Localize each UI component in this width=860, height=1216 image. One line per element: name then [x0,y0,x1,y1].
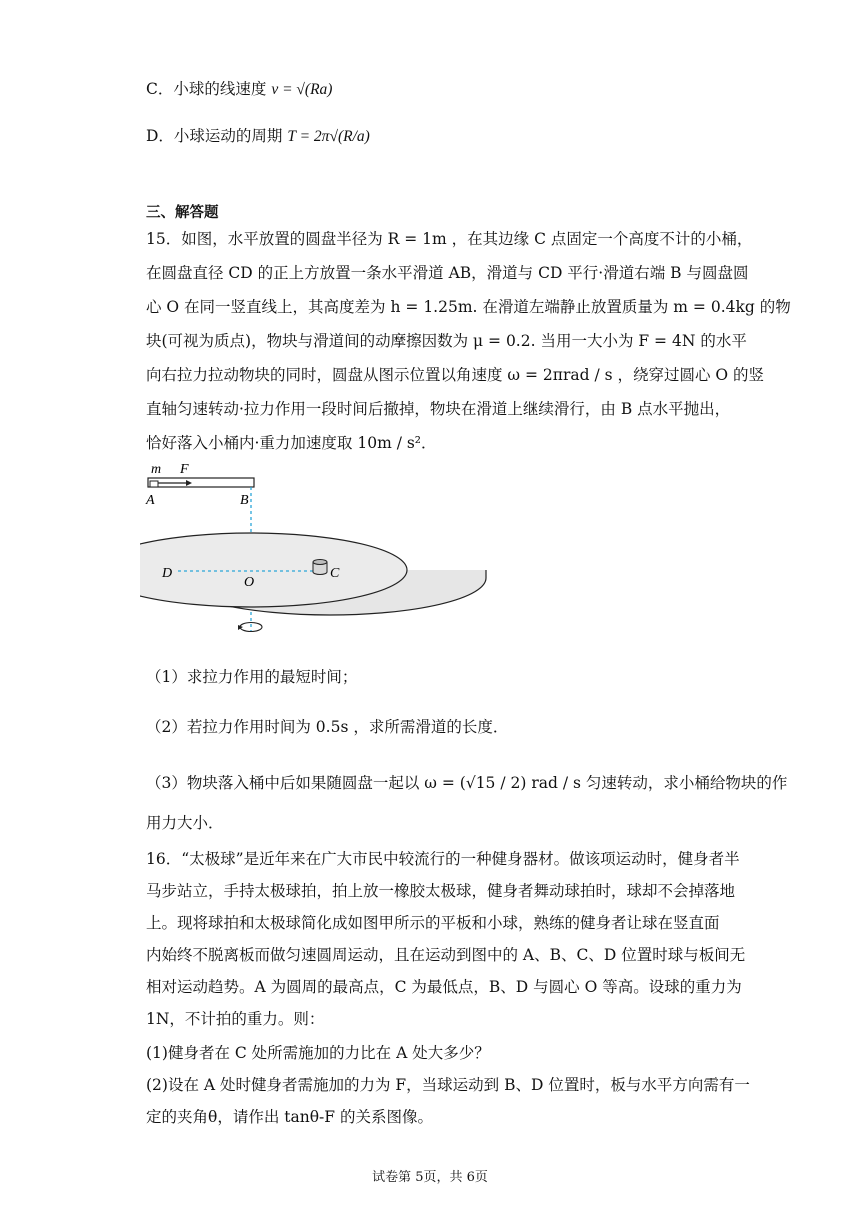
option-d-text: D．小球运动的周期 [146,127,283,145]
q16-line: 内始终不脱离板而做匀速圆周运动，且在运动到图中的 A、B、C、D 位置时球与板间无 [146,946,746,964]
q15-line: 恰好落入小桶内·重力加速度取 10m / s²． [146,434,437,452]
q15-line: 块(可视为质点)，物块与滑道间的动摩擦因数为 μ = 0.2. 当用一大小为 F = 4N 的水平 [146,332,747,350]
q15-line: 15．如图，水平放置的圆盘半径为 R = 1m ，在其边缘 C 点固定一个高度不计的小桶， [146,230,753,248]
label-D: D [162,566,173,581]
q15-sub3-line2: 用力大小． [146,814,224,832]
q16-line: 16．“太极球”是近年来在广大市民中较流行的一种健身器材。做该项运动时，健身者半 [146,850,740,868]
label-B: B [240,493,249,508]
q15-line: 向右拉力拉动物块的同时，圆盘从图示位置以角速度 ω = 2πrad / s ，绕穿过圆心 O 的竖 [146,366,765,384]
q15-sub3-line1: （3）物块落入桶中后如果随圆盘一起以 ω = (√15 / 2) rad / s 匀速转动，求小桶给物块的作 [146,774,788,792]
q15-line: 心 O 在同一竖直线上，其高度差为 h = 1.25m. 在滑道左端静止放置质量为 m = 0.4kg 的物 [146,298,791,316]
q16-sub2-line2: 定的夹角θ，请作出 tanθ-F 的关系图像。 [146,1108,433,1126]
q16-line: 马步站立，手持太极球拍，拍上放一橡胶太极球，健身者舞动球拍时，球却不会掉落地 [146,882,736,900]
q15-figure [140,460,500,640]
option-d [146,125,370,148]
q15-sub2: （2）若拉力作用时间为 0.5s ，求所需滑道的长度． [146,718,509,736]
q15-line: 直轴匀速转动·拉力作用一段时间后撤掉，物块在滑道上继续滑行，由 B 点水平抛出， [146,400,731,418]
block [150,481,158,487]
label-C: C [330,566,340,581]
option-c [146,78,332,101]
label-A: A [146,493,155,508]
option-d-formula: T = 2π√(R/a) [287,128,370,145]
option-c-formula: v = √(Ra) [271,81,333,98]
q16-sub2-line1: (2)设在 A 处时健身者需施加的力为 F，当球运动到 B、D 位置时，板与水平方向需有一 [146,1076,750,1094]
q15-sub1: （1）求拉力作用的最短时间； [146,668,358,686]
q16-line: 上。现将球拍和太极球简化成如图甲所示的平板和小球，熟练的健身者让球在竖直面 [146,914,720,932]
q16-line: 相对运动趋势。A 为圆周的最高点，C 为最低点，B、D 与圆心 O 等高。设球的重力为 [146,978,742,996]
bucket-top [313,560,327,565]
section-title: 三、解答题 [146,205,219,221]
label-m: m [151,462,162,477]
q16-line: 1N，不计拍的重力。则： [146,1010,325,1028]
label-F: F [180,462,189,477]
option-c-text: C．小球的线速度 [146,80,267,98]
page-footer: 试卷第 5页，共 6页 [372,1170,488,1185]
label-O: O [244,575,255,590]
q16-sub1: (1)健身者在 C 处所需施加的力比在 A 处大多少？ [146,1044,490,1062]
q15-line: 在圆盘直径 CD 的正上方放置一条水平滑道 AB，滑道与 CD 平行·滑道右端 B 与圆盘圆 [146,264,749,282]
